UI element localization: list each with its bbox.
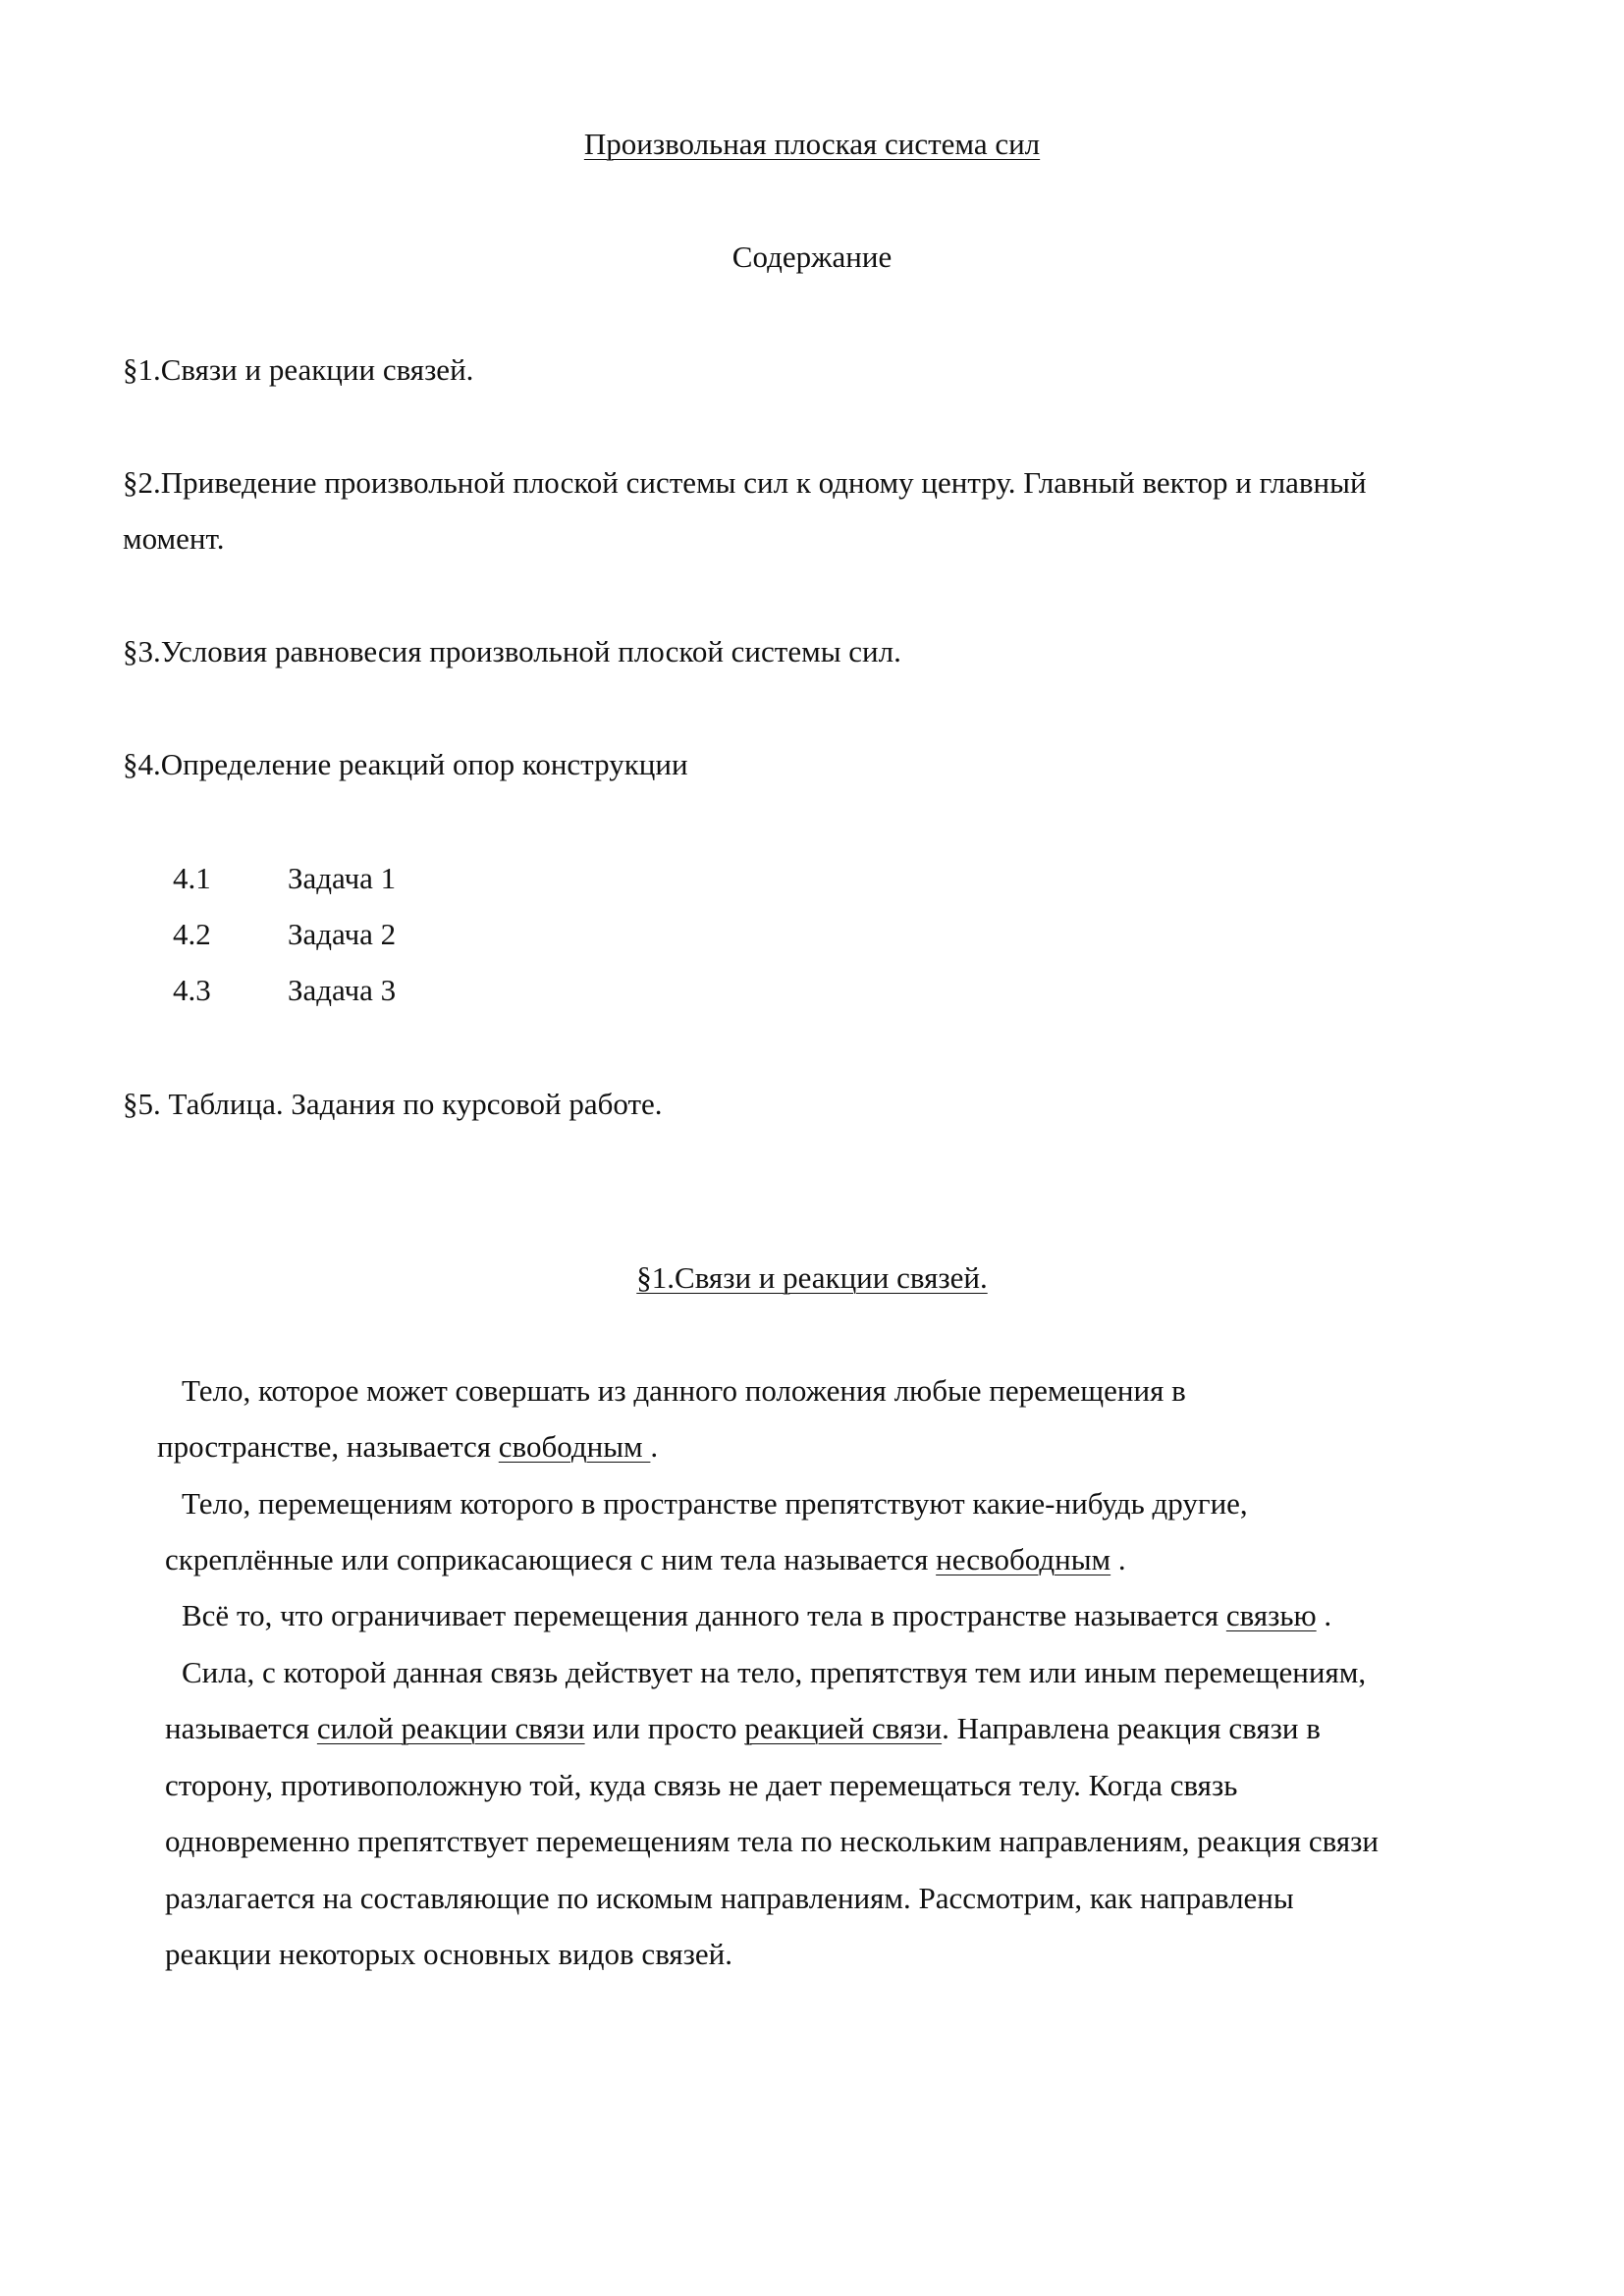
paragraph-4-line-2: [165, 1700, 1321, 1756]
paragraph-text: .: [1316, 1598, 1332, 1632]
paragraph-2-line-2: [165, 1531, 1126, 1587]
term-reaction: реакцией связи: [744, 1711, 943, 1745]
paragraph-4-line-6: реакции некоторых основных видов связей.: [165, 1937, 733, 1971]
paragraph-text: .: [650, 1429, 659, 1464]
term-constraint: связью: [1225, 1598, 1317, 1632]
toc-heading: Содержание: [731, 240, 893, 274]
toc-item-1: §1.Связи и реакции связей.: [123, 352, 474, 387]
toc-subitem-label: Задача 2: [288, 917, 397, 951]
toc-subitem-number: 4.1: [173, 861, 211, 895]
document-title: Произвольная плоская система сил: [583, 127, 1041, 161]
toc-subitem-4-2: [173, 906, 762, 962]
paragraph-4-line-4: одновременно препятствует перемещениям тела по нескольким направлениям, реакция связи: [165, 1824, 1379, 1858]
paragraph-4-line-5: разлагается на составляющие по искомым направлениям. Рассмотрим, как направлены: [165, 1881, 1294, 1915]
paragraph-text: пространстве, называется: [157, 1429, 499, 1464]
paragraph-4-line-1: Сила, с которой данная связь действует на тело, препятствуя тем или иным перемещениям,: [182, 1655, 1367, 1689]
toc-item-2-continuation: момент.: [123, 521, 225, 556]
paragraph-1-line-2: [157, 1418, 658, 1474]
toc-subitem-label: Задача 1: [288, 861, 397, 895]
paragraph-text: или просто: [584, 1711, 745, 1745]
paragraph-text: Всё то, что ограничивает перемещения данного тела в пространстве называется: [182, 1598, 1226, 1632]
section-1-heading: §1.Связи и реакции связей.: [636, 1260, 988, 1295]
toc-item-5: §5. Таблица. Задания по курсовой работе.: [123, 1087, 663, 1121]
paragraph-2-line-1: Тело, перемещениям которого в пространстве препятствуют какие-нибудь другие,: [182, 1486, 1248, 1521]
paragraph-text: . Направлена реакция связи в: [942, 1711, 1321, 1745]
toc-subitem-number: 4.3: [173, 973, 211, 1007]
toc-subitem-number: 4.2: [173, 917, 211, 951]
toc-subitem-4-1: [173, 850, 762, 906]
term-free-body: свободным: [498, 1429, 651, 1464]
toc-item-3: §3.Условия равновесия произвольной плоской системы сил.: [123, 634, 901, 668]
paragraph-text: скреплённые или соприкасающиеся с ним тела называется: [165, 1542, 937, 1576]
toc-item-4: §4.Определение реакций опор конструкции: [123, 747, 688, 781]
paragraph-4-line-3: сторону, противоположную той, куда связь не дает перемещаться телу. Когда связь: [165, 1768, 1238, 1802]
paragraph-text: называется: [165, 1711, 317, 1745]
paragraph-text: .: [1110, 1542, 1126, 1576]
paragraph-3-line-1: [182, 1587, 1331, 1643]
paragraph-1-line-1: Тело, которое может совершать из данного положения любые перемещения в: [182, 1373, 1186, 1408]
toc-item-2: §2.Приведение произвольной плоской системы сил к одному центру. Главный вектор и главный: [123, 465, 1367, 500]
term-reaction-force: силой реакции связи: [316, 1711, 585, 1745]
toc-subitem-4-3: [173, 962, 762, 1018]
term-non-free-body: несвободным: [936, 1542, 1111, 1576]
toc-subitem-label: Задача 3: [288, 973, 397, 1007]
